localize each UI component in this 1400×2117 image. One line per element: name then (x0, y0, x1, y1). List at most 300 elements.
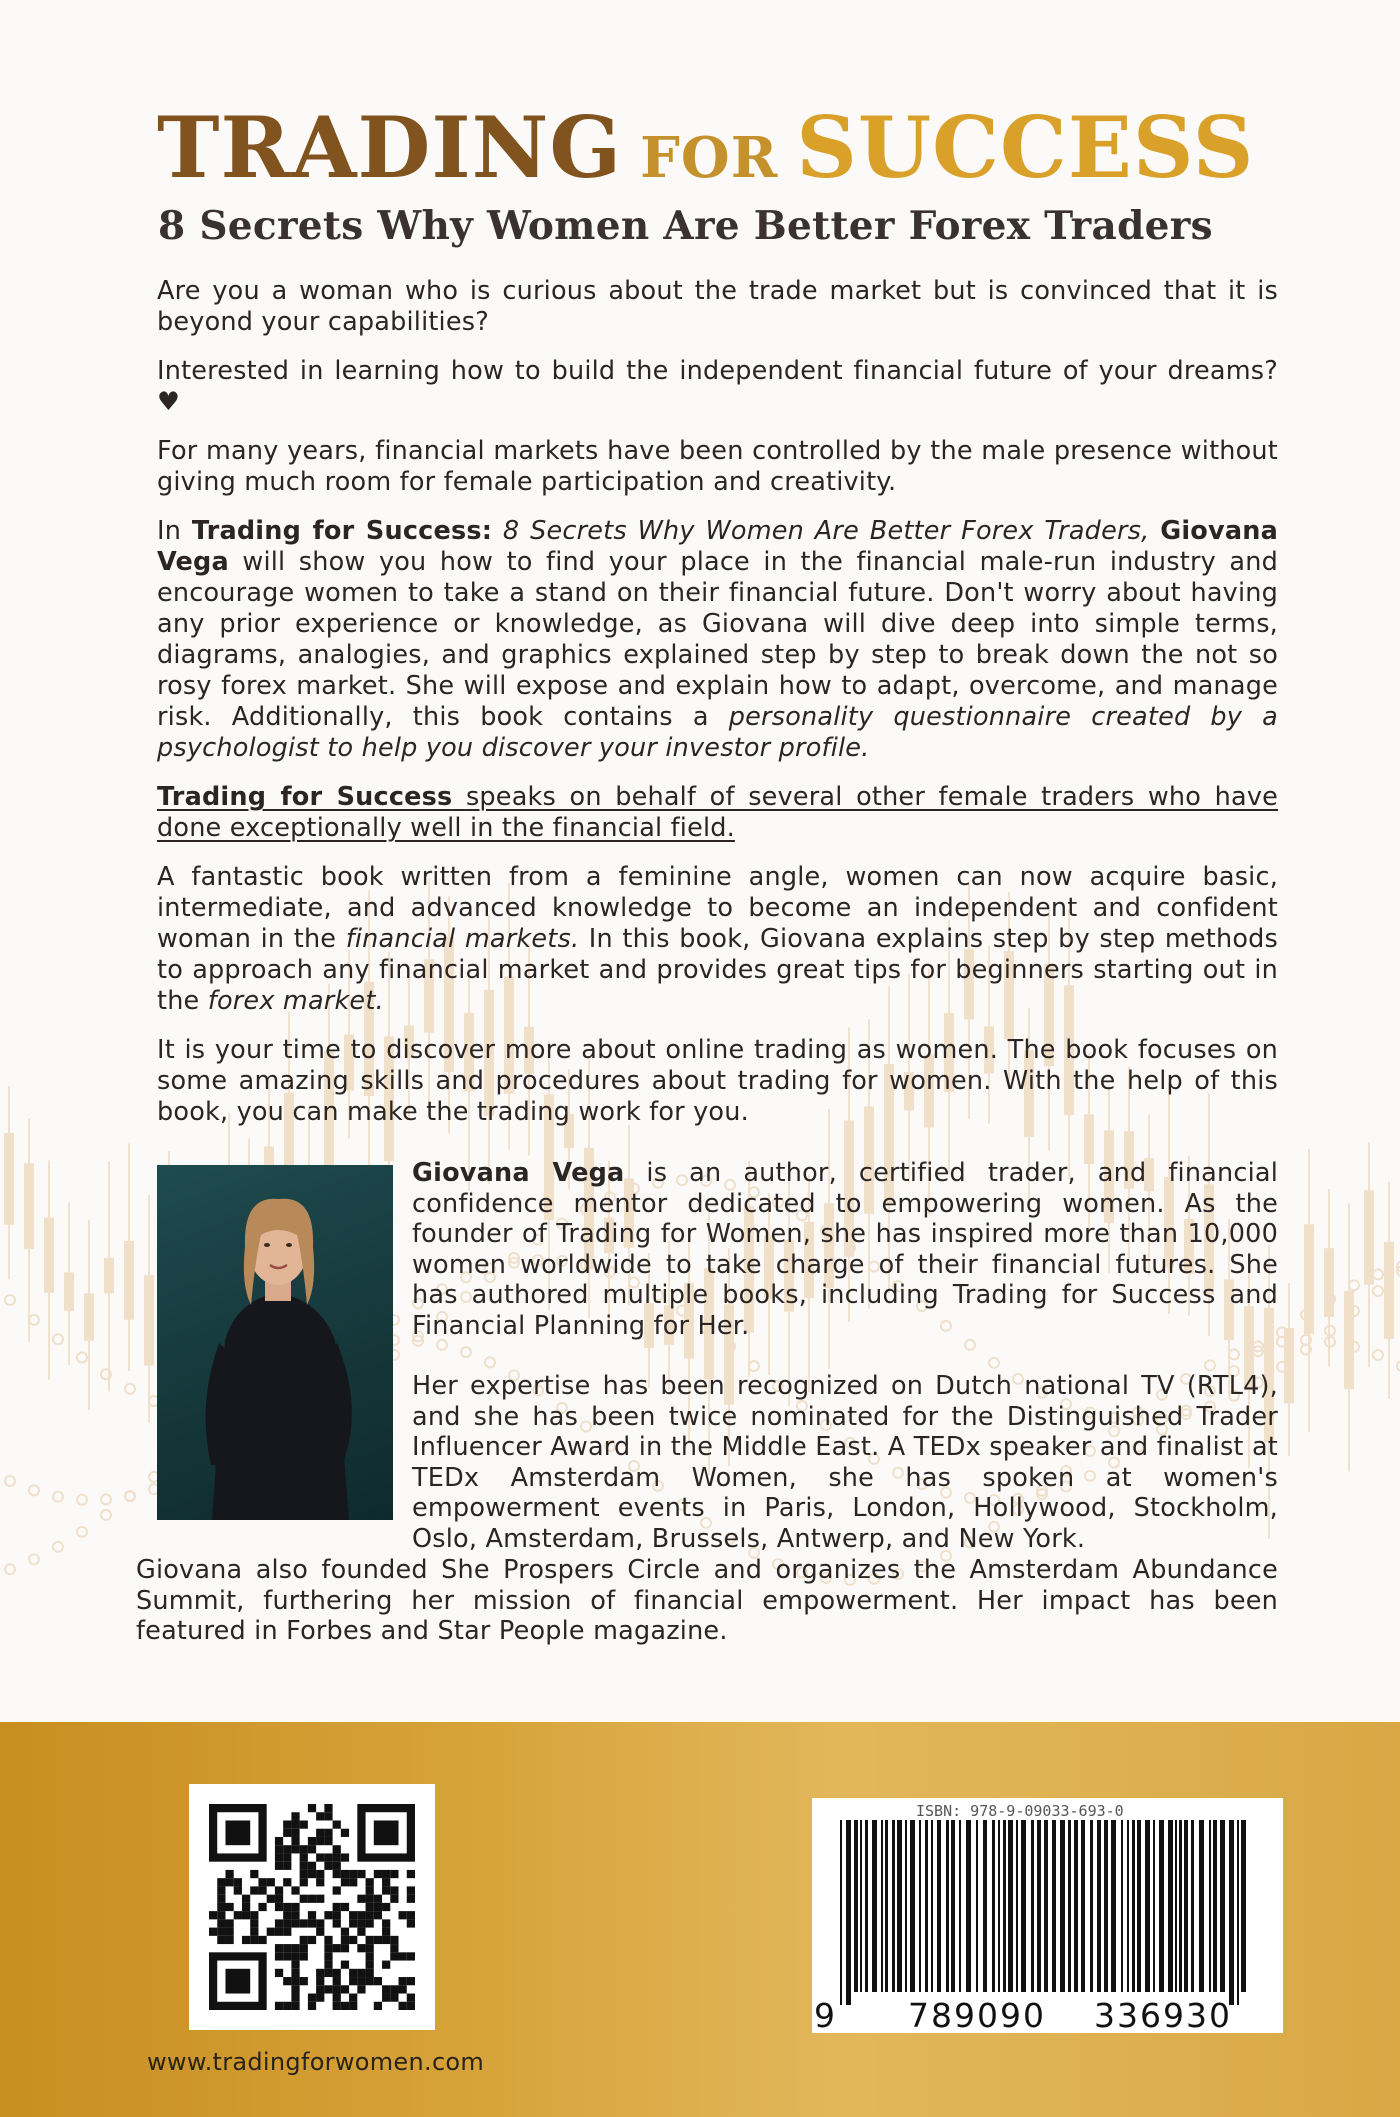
qr-module (300, 1895, 308, 1903)
qr-module (382, 1903, 390, 1911)
author-bio-paragraph-3: Giovana also founded She Prospers Circle and organizes the Amsterdam Abundance Summit, furthering her mission of financial empowerment. Her impact has been featured in Forbes and Star People magazine. (136, 1555, 1278, 1646)
qr-module (349, 2002, 357, 2010)
qr-module (324, 1944, 332, 1952)
qr-module (275, 1928, 283, 1936)
qr-module (283, 1919, 291, 1927)
qr-module (308, 1870, 316, 1878)
barcode-bar (1090, 1820, 1093, 1992)
qr-module (300, 1944, 308, 1952)
qr-module (341, 1985, 349, 1993)
qr-module (399, 1985, 407, 1993)
qr-module (324, 1829, 332, 1837)
qr-module (333, 1985, 341, 1993)
qr-module (308, 2002, 316, 2010)
blurb-body-2: speaks on behalf of several other female traders who have done exceptionally well in the financial field. (157, 782, 1278, 843)
qr-module (283, 1952, 291, 1960)
qr-module (399, 2002, 407, 2010)
qr-module (407, 1886, 415, 1894)
qr-module (275, 1853, 283, 1861)
qr-module (283, 1944, 291, 1952)
qr-module (390, 1952, 398, 1960)
qr-module (316, 1895, 324, 1903)
qr-module (283, 1853, 291, 1861)
qr-module (324, 1853, 332, 1861)
qr-module (357, 1985, 365, 1993)
qr-module (291, 1969, 299, 1977)
qr-module (217, 1886, 225, 1894)
qr-module (333, 1994, 341, 2002)
qr-module (242, 1895, 250, 1903)
qr-module (390, 1895, 398, 1903)
barcode-bar (937, 1820, 941, 1992)
author-bio (412, 1158, 1278, 1584)
barcode-bar (1016, 1820, 1018, 1992)
qr-module (217, 1911, 225, 1919)
qr-module (366, 1919, 374, 1927)
qr-module (217, 1936, 225, 1944)
barcode-bar (1145, 1820, 1150, 1992)
qr-module (324, 1911, 332, 1919)
author-name: Giovana Vega (412, 1158, 625, 1188)
qr-module (275, 1862, 283, 1870)
qr-module (308, 1936, 316, 1944)
qr-module (349, 1911, 357, 1919)
qr-module (316, 1919, 324, 1927)
qr-module (283, 1977, 291, 1985)
blurb-in: In (157, 516, 182, 546)
barcode-bar (892, 1820, 895, 1992)
qr-module (390, 1985, 398, 1993)
qr-module (242, 1936, 250, 1944)
qr-module (308, 1895, 316, 1903)
barcode-bar (1191, 1820, 1194, 1992)
qr-module (209, 1911, 217, 1919)
barcode-bar (1241, 1820, 1246, 1992)
qr-module (291, 1944, 299, 1952)
qr-module (366, 1878, 374, 1886)
barcode-bar (976, 1820, 978, 1992)
qr-module (242, 1911, 250, 1919)
book-title (157, 98, 1277, 208)
qr-module (291, 1812, 299, 1820)
barcode-bar (860, 1820, 862, 1992)
qr-module (217, 1919, 225, 1927)
barcode-bar (983, 1820, 987, 1992)
qr-module (324, 1812, 332, 1820)
blurb-financial-markets: financial markets. (345, 924, 580, 954)
qr-module (390, 1870, 398, 1878)
barcode-bar (1153, 1820, 1155, 1992)
barcode-bar (931, 1820, 933, 1992)
barcode-digits-left: 789090 (908, 1996, 1046, 2035)
barcode-bar (1121, 1820, 1123, 1992)
qr-module (382, 1886, 390, 1894)
qr-module (308, 1845, 316, 1853)
isbn-barcode (812, 1798, 1283, 2033)
author-bio-paragraph-1 (412, 1158, 1278, 1341)
barcode-bar (1008, 1820, 1013, 1992)
barcode-bar (910, 1820, 915, 1992)
qr-module (374, 1870, 382, 1878)
qr-module (333, 1944, 341, 1952)
qr-module (324, 1985, 332, 1993)
barcode-bar (905, 1820, 907, 1992)
barcode-bar (1081, 1820, 1085, 1992)
blurb-paragraph-5 (157, 782, 1278, 844)
qr-module (275, 1944, 283, 1952)
barcode-bar (1031, 1820, 1034, 1992)
website-url: www.tradingforwomen.com (147, 2048, 485, 2076)
qr-module (300, 1853, 308, 1861)
blurb-paragraph-7: It is your time to discover more about online trading as women. The book focuses on some amazing skills and procedures about trading for women. With the help of this book, you can make the trading work for you. (157, 1035, 1278, 1127)
title-word-trading: TRADING (157, 98, 623, 197)
qr-module (341, 1961, 349, 1969)
qr-module (291, 1952, 299, 1960)
barcode-bar (1060, 1820, 1065, 1992)
qr-module (349, 1936, 357, 1944)
qr-module (283, 1928, 291, 1936)
barcode-bar (865, 1820, 868, 1992)
qr-module (225, 1919, 233, 1927)
barcode-bar (1159, 1820, 1164, 1992)
blurb-book-title: Trading for Success: (191, 516, 493, 546)
qr-module (407, 1895, 415, 1903)
qr-module (291, 1985, 299, 1993)
blurb-text-6b: In this book, Giovana explains step by step methods to approach any financial market and provides great tips for beginners starting out in the (157, 924, 1279, 1016)
barcode-bar (1127, 1820, 1129, 1992)
qr-module (250, 1936, 258, 1944)
qr-module (300, 1878, 308, 1886)
barcode-bar (1220, 1820, 1225, 1992)
qr-module (382, 1961, 390, 1969)
qr-module (300, 1862, 308, 1870)
barcode-bar (1175, 1820, 1177, 1992)
barcode-bar (925, 1820, 928, 1992)
qr-module (374, 1911, 382, 1919)
qr-module (275, 1903, 283, 1911)
blurb (157, 276, 1278, 1146)
qr-module (366, 1903, 374, 1911)
blurb-author-name: Giovana Vega (157, 516, 1278, 577)
barcode-bar (881, 1820, 883, 1992)
qr-module (382, 1919, 390, 1927)
qr-module (382, 1936, 390, 1944)
qr-module (275, 1895, 283, 1903)
barcode-bar (966, 1820, 971, 1992)
qr-module (308, 1804, 316, 1812)
book-subtitle: 8 Secrets Why Women Are Better Forex Traders (158, 203, 1213, 249)
qr-module (374, 1936, 382, 1944)
qr-module (258, 1903, 266, 1911)
qr-module (324, 1862, 332, 1870)
qr-module (407, 1919, 415, 1927)
barcode-bar (959, 1820, 961, 1992)
qr-module (291, 1820, 299, 1828)
qr-module (333, 1853, 341, 1861)
qr-module (316, 1829, 324, 1837)
qr-module (324, 1804, 332, 1812)
qr-module (333, 2002, 341, 2010)
qr-module (283, 1911, 291, 1919)
qr-module (250, 1870, 258, 1878)
title-word-success: SUCCESS (796, 98, 1255, 197)
barcode-bar (1003, 1820, 1006, 1992)
qr-module (234, 1911, 242, 1919)
barcode-lead-digit: 9 (814, 1996, 837, 2035)
qr-module (217, 1903, 225, 1911)
qr-module (283, 2002, 291, 2010)
barcode-bar (1052, 1820, 1056, 1992)
qr-module (209, 1928, 217, 1936)
qr-module (234, 1886, 242, 1894)
qr-module (324, 1961, 332, 1969)
qr-module (407, 1977, 415, 1985)
qr-module (316, 1994, 324, 2002)
blurb-paragraph-6 (157, 862, 1278, 1017)
qr-module (349, 1969, 357, 1977)
qr-module (374, 1820, 399, 1845)
footer-band (0, 1722, 1400, 2117)
qr-module (300, 1952, 308, 1960)
qr-module (225, 1903, 233, 1911)
qr-module (357, 1870, 365, 1878)
qr-module (382, 1870, 390, 1878)
qr-module (242, 1903, 250, 1911)
qr-module (316, 1928, 324, 1936)
qr-module (374, 1895, 382, 1903)
qr-module (300, 1919, 308, 1927)
qr-module (291, 1845, 299, 1853)
barcode-bar (1104, 1820, 1108, 1992)
qr-module (366, 1952, 374, 1960)
qr-module (316, 1977, 324, 1985)
author-bio-text-1: is an author, certified trader, and financial confidence mentor dedicated to empowering women. As the founder of Trading for Women, she has inspired more than 10,000 women worldwide to take charge of their financial futures. She has authored multiple books, including Trading for Success and Financial Planning for Her. (412, 1158, 1278, 1341)
barcode-bar (1074, 1820, 1078, 1992)
author-bio-paragraph-2: Her expertise has been recognized on Dutch national TV (RTL4), and she has been twice nominated for the Distinguished Trader Influencer Award in the Middle East. A TEDx speaker and finalist at TEDx Amsterdam Women, she has spoken at women's empowerment events in Paris, London, Hollywood, Stockholm, Oslo, Amsterdam, Brussels, Antwerp, and New York. (412, 1371, 1278, 1554)
qr-module (291, 1919, 299, 1927)
blurb-book-subtitle: 8 Secrets Why Women Are Better Forex Traders, (502, 516, 1150, 546)
qr-module (217, 1928, 225, 1936)
qr-module (349, 1878, 357, 1886)
barcode-bar (1137, 1820, 1141, 1992)
qr-module (407, 1952, 415, 1960)
qr-module (366, 1886, 374, 1894)
qr-module (316, 1878, 324, 1886)
isbn-label: ISBN: 978-9-09033-693-0 (916, 1802, 1124, 1820)
qr-module (382, 1994, 390, 2002)
blurb-book-title-2: Trading for Success (157, 782, 453, 812)
barcode-bar (854, 1820, 858, 1992)
qr-module (407, 1870, 415, 1878)
qr-module (275, 1969, 283, 1977)
qr-module (349, 1994, 357, 2002)
qr-module (291, 1829, 299, 1837)
qr-module (267, 1878, 275, 1886)
qr-module (366, 1911, 374, 1919)
barcode-bar (846, 1820, 851, 2005)
qr-module (316, 1870, 324, 1878)
qr-module (300, 1977, 308, 1985)
qr-module (324, 1936, 332, 1944)
qr-module (366, 1944, 374, 1952)
qr-module (225, 1928, 233, 1936)
qr-module (258, 1936, 266, 1944)
barcode-bar (872, 1820, 877, 1992)
barcode-bar (1132, 1820, 1135, 1992)
qr-module (316, 1812, 324, 1820)
barcode-bar (1097, 1820, 1101, 1992)
qr-module (291, 1994, 299, 2002)
qr-module (399, 1977, 407, 1985)
qr-module (275, 1919, 283, 1927)
qr-module (357, 1911, 365, 1919)
qr-module (357, 1919, 365, 1927)
qr-module (225, 1969, 250, 1994)
qr-module (341, 1928, 349, 1936)
qr-module (382, 1928, 390, 1936)
qr-module (349, 1870, 357, 1878)
qr-module (333, 1903, 341, 1911)
qr-module (250, 1928, 258, 1936)
barcode-bar (1184, 1820, 1188, 1992)
qr-module (308, 1911, 316, 1919)
barcode-bar (951, 1820, 955, 1992)
qr-module (374, 2002, 382, 2010)
qr-module (382, 1878, 390, 1886)
qr-module (341, 1878, 349, 1886)
qr-module (407, 2002, 415, 2010)
qr-module (217, 1895, 225, 1903)
qr-module (357, 1944, 365, 1952)
qr-code (189, 1784, 435, 2030)
qr-module (258, 1886, 266, 1894)
qr-module (333, 1845, 341, 1853)
qr-module (366, 1977, 374, 1985)
qr-module (324, 1969, 332, 1977)
blurb-text-6a: A fantastic book written from a feminine angle, women can now acquire basic, intermediate, and advanced knowledge to become an independent and confident woman in the (157, 862, 1278, 954)
qr-module (258, 1878, 266, 1886)
barcode-bar (946, 1820, 949, 1992)
qr-module (324, 1837, 332, 1845)
qr-module (390, 1944, 398, 1952)
barcode-bar (840, 1820, 842, 2005)
title-word-for: FOR (640, 125, 779, 191)
qr-module (283, 1845, 291, 1853)
qr-module (407, 1994, 415, 2002)
qr-module (291, 1837, 299, 1845)
qr-module (407, 1911, 415, 1919)
barcode-bar (1209, 1820, 1211, 1992)
barcode-bar (1068, 1820, 1071, 1992)
qr-module (357, 1928, 365, 1936)
qr-module (225, 1936, 233, 1944)
qr-module (399, 1952, 407, 1960)
qr-module (308, 1862, 316, 1870)
qr-module (250, 1886, 258, 1894)
qr-module (382, 1985, 390, 1993)
qr-module (333, 1820, 341, 1828)
barcode-bar (998, 1820, 1000, 1992)
qr-module (283, 1878, 291, 1886)
barcode-bar (885, 1820, 888, 1992)
qr-module (300, 1936, 308, 1944)
qr-module (234, 1878, 242, 1886)
qr-module (357, 1977, 365, 1985)
qr-module (341, 1870, 349, 1878)
blurb-paragraph-3: For many years, financial markets have been controlled by the male presence without giving much room for female participation and creativity. (157, 436, 1278, 497)
blurb-paragraph-1: Are you a woman who is curious about the trade market but is convinced that it is beyond your capabilities? (157, 276, 1278, 337)
qr-module (250, 1911, 258, 1919)
barcode-bar (1021, 1820, 1026, 1992)
qr-module (275, 2002, 283, 2010)
qr-module (374, 1977, 382, 1985)
blurb-paragraph-4 (157, 516, 1278, 764)
qr-module (300, 1820, 308, 1828)
qr-module (341, 1936, 349, 1944)
barcode-bar (1229, 1820, 1234, 2005)
qr-module (333, 1911, 341, 1919)
qr-module (316, 1969, 324, 1977)
qr-module (333, 1977, 341, 1985)
qr-module (357, 1969, 365, 1977)
qr-module (349, 1919, 357, 1927)
qr-module (341, 1944, 349, 1952)
barcode-bar (1168, 1820, 1173, 1992)
qr-module (366, 1961, 374, 1969)
qr-module (300, 1845, 308, 1853)
qr-module (283, 1829, 291, 1837)
barcode-bar (1237, 1820, 1239, 2005)
qr-module (283, 1862, 291, 1870)
qr-module (357, 1895, 365, 1903)
qr-module (316, 1837, 324, 1845)
blurb-questionnaire: personality questionnaire created by a psychologist to help you discover your investor profile. (157, 702, 1279, 763)
qr-module (291, 1886, 299, 1894)
qr-module (341, 2002, 349, 2010)
qr-module (291, 1903, 299, 1911)
qr-module (333, 1886, 341, 1894)
qr-module (291, 1911, 299, 1919)
qr-module (225, 1878, 233, 1886)
barcode-bar (897, 1820, 902, 1992)
qr-module (275, 1837, 283, 1845)
barcode-bar (992, 1820, 995, 1992)
qr-module (291, 1961, 299, 1969)
qr-module (275, 1952, 283, 1960)
qr-module (390, 1936, 398, 1944)
blurb-body: will show you how to find your place in the financial male-run industry and encourage women to take a stand on their financial future. Don't worry about having any prior experience or knowledge, as Giovana will dive deep into simple terms, diagrams, analogies, and graphics explained step by step to break down the not so rosy forex market. She will expose and explain how to adapt, overcome, and manage risk. Additionally, this book contains a (157, 547, 1278, 732)
qr-module (333, 1919, 341, 1927)
blurb-forex-market: forex market. (207, 986, 384, 1016)
qr-module (291, 1977, 299, 1985)
qr-module (333, 1870, 341, 1878)
qr-module (225, 1820, 250, 1845)
barcode-bar (1044, 1820, 1048, 1992)
author-photo (157, 1165, 393, 1520)
qr-module (374, 1903, 382, 1911)
qr-module (250, 1919, 258, 1927)
barcode-bar (1213, 1820, 1217, 1992)
qr-module (291, 2002, 299, 2010)
qr-module (341, 1829, 349, 1837)
author-bio-closing (136, 1555, 1278, 1647)
blurb-paragraph-2: Interested in learning how to build the independent financial future of your dreams? ♥ (157, 356, 1278, 417)
qr-module (275, 1886, 283, 1894)
qr-module (308, 1837, 316, 1845)
qr-module (366, 1895, 374, 1903)
qr-module (366, 1936, 374, 1944)
barcode-bar (1037, 1820, 1041, 1992)
